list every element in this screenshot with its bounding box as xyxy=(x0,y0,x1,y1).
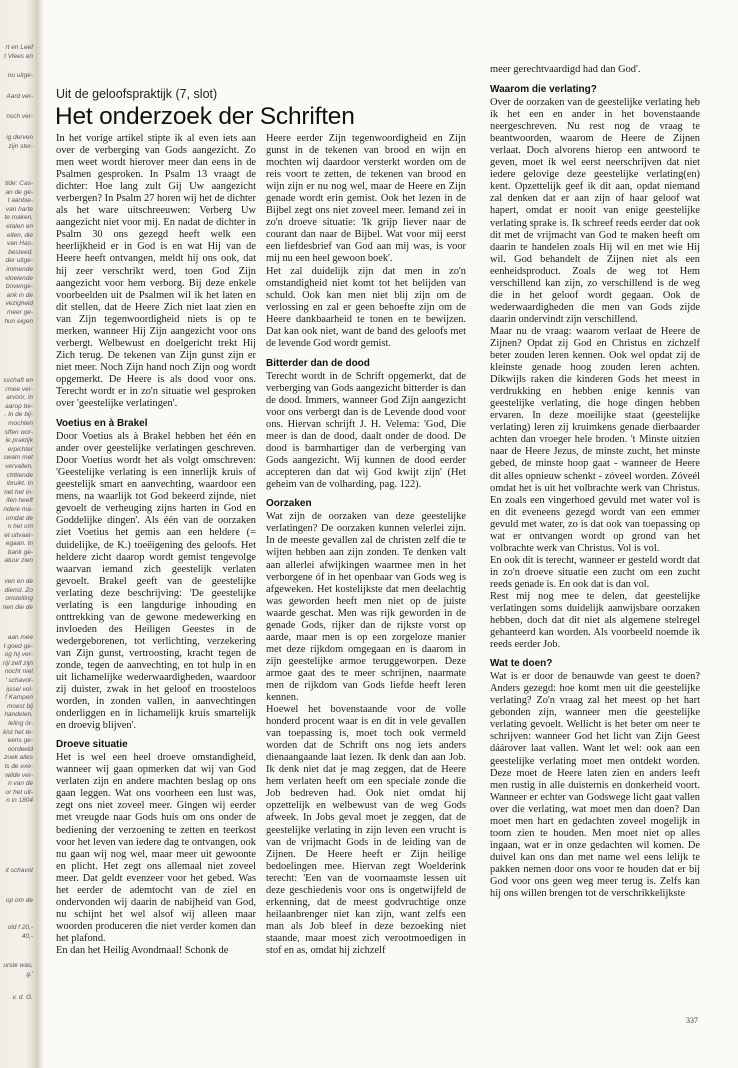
text-column-3 xyxy=(490,64,700,900)
previous-page-fragment: tide: Cas- an de ge- t aanbie- van harte te maken, etalen en ellen, die van Has- besteed. der uitge- immende vloeiende bovenge- ank in de vezigheid meer ge- hun eigen xyxy=(4,180,33,325)
previous-page-fragment: old f 20,- 40,- xyxy=(7,924,33,940)
text-column-2 xyxy=(266,133,466,957)
previous-page-fragment: it schavot xyxy=(5,867,33,874)
body-paragraph: En ook dit is terecht, wanneer er gesteld wordt dat in zo'n droeve situatie een zucht om een zucht reeds genade is. En ook dat is dan vol. xyxy=(490,554,700,590)
body-paragraph: Wat zijn de oorzaken van deze geestelijke verlatingen? De oorzaken kunnen velerlei zijn. In de meeste gevallen zal de christen zelf die te wijten hebben aan zijn zonden. Te denken valt aan allerlei afwijkingen waarmee men in het verborgene óf in het openbaar van Gods weg is afgeweken. Het kostelijkste dat men deelachtig was geworden heeft men niet op de juiste waarde geschat. Men was rijk geworden in de genade Gods, rijker dan de rijkste vorst op aarde, maar men is op een zorgeloze manier met deze rijkdom omgegaan en is daarom in zijn geestelijke armoe teruggeworpen. Deze armoe gaat des te meer schrijnen, naarmate men de rijkdom van Gods liefde heeft leren kennen. xyxy=(266,511,466,704)
body-paragraph: In het vorige artikel stipte ik al even iets aan over de verberging van Gods aangezicht. Zo men weet wordt hierover meer dan eens in de Psalmen gesproken. In Psalm 13 vraagt de dichter: Hoe lang zult Gij Uw aangezicht verbergen? In Psalm 27 horen wij het de dichter als het ware uitschreeuwen: Verberg Uw aangezicht niet voor mij. En nadat de dichter in Psalm 30 ons gezegd heeft welk een heerlijkheid er in God is en wat Hij van de Heere heeft ontvangen, meldt hij ons ook, dat hij zeer verschrikt werd, toen God Zijn aangezicht voor hem verborg. Bij deze enkele voorbeelden uit de Psalmen wil ik het laten en dit stellen, dat de Heere Zich niet laat zien en van Zijn tegenwoordigheid niets is op te merken, wanneer Hij Zijn aangezicht voor ons verbergt. Welbewust en doelgericht trekt Hij Zich terug. De tekenen van Zijn gunst zijn er niet meer. Noch Zijn hand noch Zijn oog wordt opgemerkt. De Heere is als dood voor ons. Terecht wordt er in zo'n situatie wel gesproken over 'geestelijke verlatingen'. xyxy=(56,133,256,410)
previous-page-strip xyxy=(0,0,36,1068)
section-heading: Bitterder dan de dood xyxy=(266,357,370,369)
section-heading: Waarom die verlating? xyxy=(490,84,597,96)
body-paragraph: Maar nu de vraag: waarom verlaat de Heere de Zijnen? Opdat zij God en Christus en zichzelf beter zouden leren kennen. Ook wel opdat zij de kleinste genade hoog zouden leren achten. Dikwijls raken die kinderen Gods het meest in verdrukking en hebben enige kennis van geestelijke verlating, die hoge dingen hebben ervaren. In deze moeilijke staat (geestelijke verlating) leren zij kruimkens genade dierbaarder achten dan vroeger hele broden. 't Minste uitzien naar de Heere Jezus, de minste zucht, het minste gebed, de minste hoop gaat - wanneer de Heere dit alles opnieuw schenkt - zóveel worden. Zóveél omdat het is uit het volbrachte werk van Christus. En zoals een vingerhoed gevuld met water vol is en dit eveneens gezegd wordt van een emmer gevuld met water, zo is dat ook van toepassing op wat er ontvangen wordt op grond van het volbrachte werk van Christus. Vol is vol. xyxy=(490,325,700,554)
section-heading: Droeve situatie xyxy=(56,739,128,751)
previous-page-fragment: Aard ver- xyxy=(6,93,33,100)
page-title: Het onderzoek der Schriften xyxy=(55,103,355,130)
previous-page-fragment: v. d. G. xyxy=(12,994,33,1001)
body-paragraph: Rest mij nog mee te delen, dat geestelijke verlatingen soms duidelijk aanwijsbare oorzaken hebben, doch dat dit niet als algemene stelregel gehanteerd kan worden. Als voorbeeld noemde ik reeds eerder Job. xyxy=(490,590,700,651)
previous-page-fragment: ig derven zijn ster- xyxy=(6,134,33,150)
previous-page-fragment: aan mee t goed ge- og hij ver- rijl zelf zijn nocht niet ' schavot- ijssel vol- f Kampen moest bij handelen. leling ór- kist het te- eens ge- oordeeld zoek alles ls de exe- wilde ver- n van de or het uit- n in 1804 xyxy=(3,634,33,805)
body-paragraph: En dan het Heilig Avondmaal! Schonk de xyxy=(56,945,229,956)
body-paragraph: Door Voetius als à Brakel hebben het één en ander over geestelijke verlatingen geschreven. Door Voetius wordt het als volgt omschreven: 'Geestelijke verlating is een innerlijk kruis of geestelijk smart en aanvechting, waardoor een mens, na waarlijk tot God bekeerd zijnde, niet gevoelt de verheuging zijns harten in God en Goddelijke dingen'. Als één van de oorzaken ziet Voetius het gemis aan een heldere (= duidelijke, de K.) toeëigening des geloofs. Het heldere zicht daarop wordt gemist tengevolge waarvan iemand zich geestelijk verlaten gevoelt. Brakel geeft van de geestelijke verlating deze beschrijving: 'De geestelijke verlating is een langdurige inhouding en onttrekking van de gewone medewerking en invloeden des Heiligen Geestes in de wedergeborenen, tot verlichting, verzekering van Zijn gunst, vertroosting, kracht tegen de zonde, tegen de aanvechting, en tot hulp in en uit lichamelijke wederwaardigheden, waardoor zij duister, zwak in het geloof en troosteloos worden, in zonden vallen, in aanvechtingen onderliggen en in lichamelijk kruis smartelijk en droevig blijven'. xyxy=(56,431,256,732)
previous-page-fragment: rt en Leef t Vlees en xyxy=(4,44,33,60)
previous-page-fragment: urste was, g.' xyxy=(3,962,33,978)
previous-page-fragment: nu uitge- xyxy=(7,72,33,79)
body-paragraph: Het is wel een heel droeve omstandigheid, wanneer wij gaan opmerken dat wij van God verlaten zijn en andere machten beslag op ons gaan leggen. Wat ons voorheen een lust was, zegt ons niet zoveel meer. Gingen wij eerder met vreugde naar Gods huis om ons onder de bediening der verzoening te zetten en teerkost voor het leven van iedere dag te ontvangen, ook nu gaan wij nog wel, maar meer uit gewoonte en plicht. Het zegt ons allemaal niet zoveel meer. Dat geldt evenzeer voor het gebed. Was het eerder de ademtocht van de ziel en ondervonden wij daarin de nabijheid van God, nu schijnt het wel alsof wij alleen maar woorden produceren die niet verder komen dan het plafond. xyxy=(56,752,256,944)
body-paragraph: meer gerechtvaardigd had dan God'. xyxy=(490,64,641,75)
section-heading: Voetius en à Brakel xyxy=(56,418,148,430)
series-kicker: Uit de geloofspraktijk (7, slot) xyxy=(56,87,218,101)
section-heading: Wat te doen? xyxy=(490,658,553,670)
page-number: 337 xyxy=(686,1016,698,1025)
body-paragraph: Wat is er door de benauwde van geest te doen? Anders gezegd: hoe komt men uit die geestelijke verlating? Zo'n vraag zal het meest op het hart gebonden zijn, wanneer men die geestelijke verlating gevoelt. Wellicht is het beter om neer te schrijven: wanneer God het licht van Zijn Geest dáárover laat vallen. Want let wel: ook aan een geestelijke verlating moet men ontdekt worden. Deze moet de Heere laten zien en anders leeft men rustig in alle duisternis en donkerheid voort. Wanneer er echter van Godswege licht gaat vallen over die verlating, wat moet men dan doen? Dan moet men hart en gedachten zoveel mogelijk in toom zien te houden. Men moet niet op alles ingaan, wat er in onze gedachten wil komen. De duivel kan ons dan met name wel eens lelijk te pakken nemen door ons voor te houden dat er bij God voor ons geen weg meer terug is. Zelfs kan hij ons willen brengen tot de verschrikkelijkste xyxy=(490,671,700,900)
body-paragraph: Over de oorzaken van de geestelijke verlating heb ik het een en ander in het bovenstaande neergeschreven. Nu rest nog de vraag te beantwoorden, waarom de Heere de Zijnen verlaat. Doch alvorens hierop een antwoord te geven, moet ik wel eerst neerschrijven dat niet iedere gelovige deze geestelijke verlating(en) kent. Opzettelijk geef ik dit aan, opdat niemand zal denken dat er aan zijn of haar geloof wat hapert, omdat er nooit van enige geestelijke verlating sprake is. Ik schreef reeds eerder dat ook dit met de vrijmacht van God te maken heeft om daarin te handelen zoals Hij wil en met wie Hij wil. God behandelt de Zijnen niet als een eenheidsproduct. Zoals de weg tot Hem verschillend kan zijn, zo verschillend is de weg die in het geloof wordt gegaan. Ook de wederwaardigheden die men van Gods zijde daarin ondervindt zijn verschillend. xyxy=(490,97,700,325)
body-paragraph: Terecht wordt in de Schrift opgemerkt, dat de verberging van Gods aangezicht bitterder is dan de dood. Immers, wanneer God Zijn aangezicht voor ons verbergt dan is de Levende dood voor ons. Hiervan schrijft J. H. Velema: 'God, Die meer is dan de dood, daalt onder de dood. De dood is barmhartiger dan de verberging van Gods aangezicht. Wij kunnen de dood eerder accepteren dan dat wij God kwijt zijn' (Het geheim van de volharding, pag. 122). xyxy=(266,370,466,491)
book-spine-shadow xyxy=(36,0,44,1068)
previous-page-fragment: op om de xyxy=(5,897,33,904)
previous-page-fragment: ven en de dienst. Zo onstelling nen die de xyxy=(2,578,33,611)
body-paragraph: Heere eerder Zijn tegenwoordigheid en Zijn gunst in de tekenen van brood en wijn en mochten wij daardoor versterkt worden om de reis voort te zetten, de tekenen van brood en wijn zijn er nu nog wel, maar de Heere en Zijn genade wordt erin gemist. Ook het lezen in de Bijbel zegt ons niet zoveel meer. Iemand zei in zo'n droeve situatie: 'Ik grijp liever naar de courant dan naar de Bijbel. Wat voor mij eerst een liefdesbrief van God aan mij was, is voor mij nu een heel gewoon boek'. xyxy=(266,133,466,265)
text-column-1 xyxy=(56,133,256,957)
body-paragraph: Hoewel het bovenstaande voor de volle honderd procent waar is en dit in vele gevallen van toepassing is, moet toch ook vermeld worden dat de Schrift ons nog iets anders dienaangaande laat lezen. Ik denk dan aan Job. Ik denk niet dat je mag zeggen, dat de Heere hem verlaten heeft om een speciale zonde die Job bedreven had. Ook niet omdat hij opzettelijk en welbewust van de weg Gods afweek. In Jobs geval moet je zeggen, dat de geestelijke verlating in zijn leven een vrucht is van de vrijmacht Gods in de leiding van de Zijnen. De Heere heeft er Zijn heilige bedoelingen mee. Hiervan zegt Woelderink terecht: 'Een van de voornaamste lessen uit deze geschiedenis voor ons is ongetwijfeld de erkenning, dat de meest godvruchtige onze heilaanbrenger niet kan zijn, want zelfs een man als Job bleef in deze bezoeking niet staande, maar moest zich verootmoedigen in stof en as, omdat hij zichzelf xyxy=(266,704,466,956)
section-heading: Oorzaken xyxy=(266,498,312,510)
previous-page-fragment: sschaft en rmee ver- arvóór, in aarop be- . In de bij- mochten sffen wor- le praktijk erpichter swam met vervallen. chttiende ibruikt. In net het in- ifen heeft ndere ma- omdat de n het om et uitvaar- egaan. In bank ge- atuur zien xyxy=(3,377,33,565)
body-paragraph: Het zal duidelijk zijn dat men in zo'n omstandigheid niet komt tot het belijden van schuld. Ook kan men niet blij zijn om de verlossing en zal er geen behoefte zijn om de Heere dankbaarheid te tonen en te bewijzen. Dat kan ook niet, want de band des geloofs met de levende God wordt gemist. xyxy=(266,265,466,349)
previous-page-fragment: nsch ver- xyxy=(6,113,33,120)
